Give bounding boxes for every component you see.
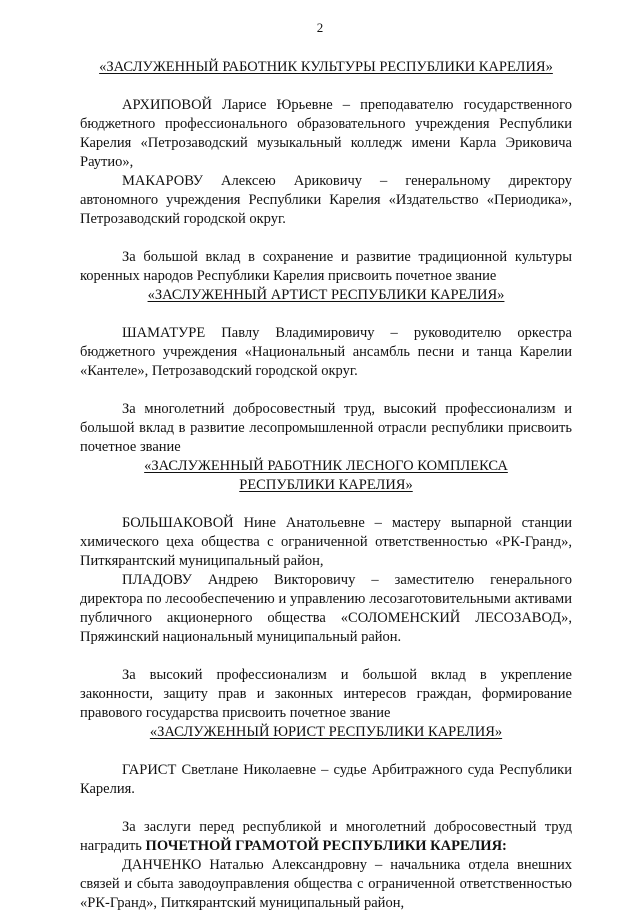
certificate-name: ПОЧЕТНОЙ ГРАМОТОЙ РЕСПУБЛИКИ КАРЕЛИЯ: (145, 838, 507, 854)
recipient-garist: ГАРИСТ Светлане Николаевне – судье Арбитражного суда Республики Карелия. (80, 762, 572, 797)
intro-certificate-text: За заслуги перед республикой и многолетний добросовестный труд наградить (80, 819, 572, 854)
title-culture-worker: «ЗАСЛУЖЕННЫЙ РАБОТНИК КУЛЬТУРЫ РЕСПУБЛИКИ КАРЕЛИЯ» (99, 59, 553, 75)
title-forestry-line1: «ЗАСЛУЖЕННЫЙ РАБОТНИК ЛЕСНОГО КОМПЛЕКСА (144, 458, 508, 474)
recipient-arkhipova: АРХИПОВОЙ Ларисе Юрьевне – преподавателю государственного бюджетного профессионального образовательного учреждения Республики Карелия «Петрозаводский музыкальный колледж имени Карла Эриковича Раутио», (80, 97, 572, 170)
intro-lawyer: За высокий профессионализм и большой вклад в укрепление законности, защиту прав и законных интересов граждан, формирование правового государства присвоить почетное звание (80, 667, 572, 721)
recipient-danchenko: ДАНЧЕНКО Наталью Александровну – начальника отдела внешних связей и сбыта заводоуправления общества с ограниченной ответственностью «РК-Гранд», Питкярантский муниципальный район, (80, 857, 572, 911)
intro-certificate (80, 818, 572, 856)
intro-artist: За большой вклад в сохранение и развитие традиционной культуры коренных народов Республики Карелия присвоить почетное звание (80, 249, 572, 284)
recipient-makarov: МАКАРОВУ Алексею Ариковичу – генеральному директору автономного учреждения Республики Карелия «Издательство «Периодика», Петрозаводский городской округ. (80, 173, 572, 227)
decree-content (80, 58, 572, 913)
title-lawyer: «ЗАСЛУЖЕННЫЙ ЮРИСТ РЕСПУБЛИКИ КАРЕЛИЯ» (149, 724, 503, 740)
title-artist: «ЗАСЛУЖЕННЫЙ АРТИСТ РЕСПУБЛИКИ КАРЕЛИЯ» (147, 287, 505, 303)
recipient-shamatura: ШАМАТУРЕ Павлу Владимировичу – руководителю оркестра бюджетного учреждения «Национальный ансамбль песни и танца Карелии «Кантеле», Петрозаводский городской округ. (80, 325, 572, 379)
title-forestry-line2: РЕСПУБЛИКИ КАРЕЛИЯ» (239, 477, 413, 493)
page-number: 2 (316, 20, 324, 35)
recipient-pladov: ПЛАДОВУ Андрею Викторовичу – заместителю генерального директора по лесообеспечению и управлению лесозаготовительными активами публичного акционерного общества «СОЛОМЕНСКИЙ ЛЕСОЗАВОД», Пряжинский национальный муниципальный район. (80, 572, 572, 645)
recipient-bolshakova: БОЛЬШАКОВОЙ Нине Анатольевне – мастеру выпарной станции химического цеха общества с ограниченной ответственностью «РК-Гранд», Питкярантский муниципальный район, (80, 515, 572, 569)
intro-forestry: За многолетний добросовестный труд, высокий профессионализм и большой вклад в развитие лесопромышленной отрасли республики присвоить почетное звание (80, 401, 572, 455)
